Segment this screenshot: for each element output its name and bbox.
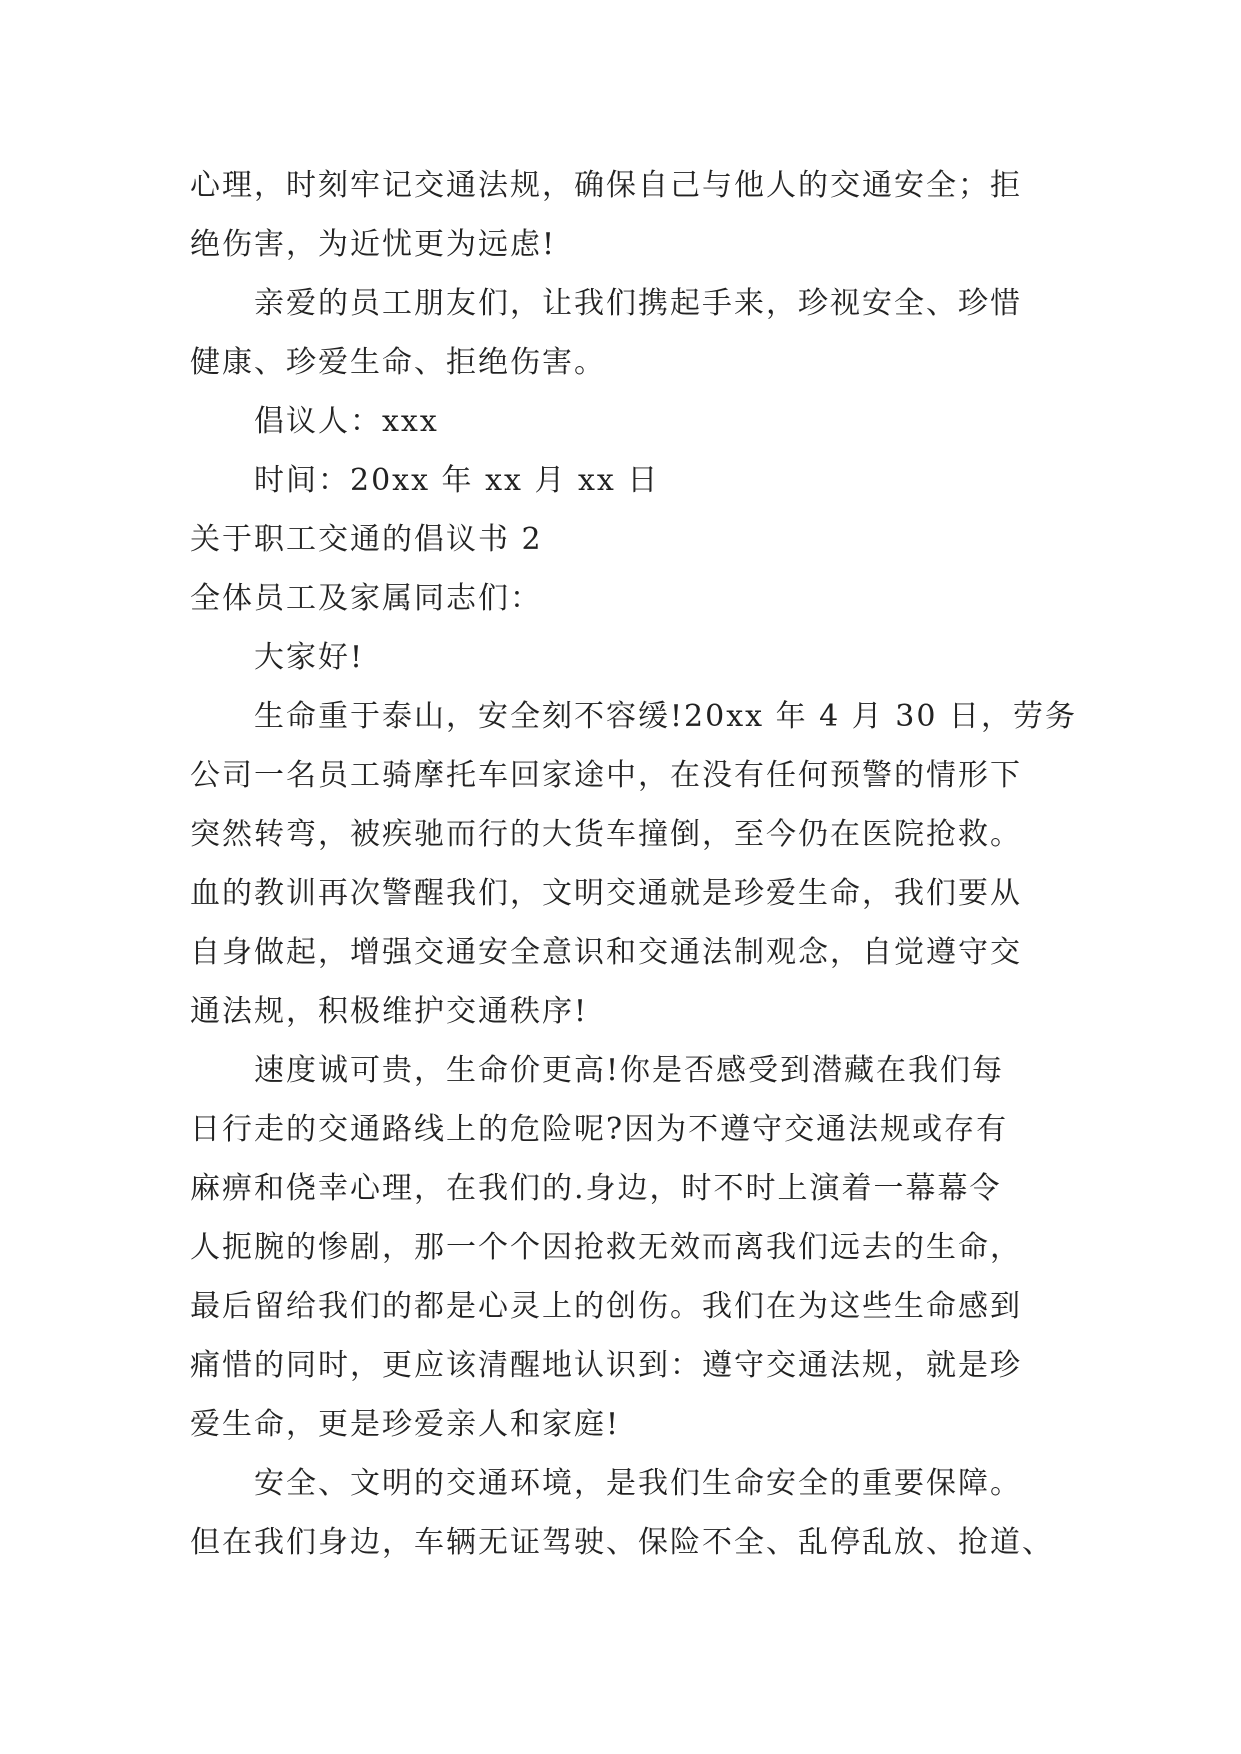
text-line: 公司一名员工骑摩托车回家途中，在没有任何预警的情形下 [190,758,1022,793]
text-line: 生命重于泰山，安全刻不容缓!20xx 年 4 月 30 日，劳务 [254,699,1078,734]
salutation: 全体员工及家属同志们： [190,581,542,616]
text-line: 健康、珍爱生命、拒绝伤害。 [190,345,606,380]
text-line: 绝伤害，为近忧更为远虑! [190,227,557,262]
text-line: 但在我们身边，车辆无证驾驶、保险不全、乱停乱放、抢道、 [190,1525,1054,1560]
text-line: 最后留给我们的都是心灵上的创伤。我们在为这些生命感到 [190,1289,1022,1324]
initiator-line: 倡议人：xxx [254,404,439,439]
text-line: 突然转弯，被疾驰而行的大货车撞倒，至今仍在医院抢救。 [190,817,1022,852]
text-line: 痛惜的同时，更应该清醒地认识到：遵守交通法规，就是珍 [190,1348,1022,1383]
text-line: 通法规，积极维护交通秩序! [190,994,589,1029]
document-body [190,156,1078,1572]
text-line: 爱生命，更是珍爱亲人和家庭! [190,1407,621,1442]
text-line: 心理，时刻牢记交通法规，确保自己与他人的交通安全；拒 [190,168,1022,203]
date-line: 时间：20xx 年 xx 月 xx 日 [254,463,660,498]
text-line: 自身做起，增强交通安全意识和交通法制观念，自觉遵守交 [190,935,1022,970]
text-line: 麻痹和侥幸心理，在我们的.身边，时不时上演着一幕幕令 [190,1171,1002,1206]
greeting: 大家好! [254,640,365,675]
text-line: 速度诚可贵，生命价更高!你是否感受到潜藏在我们每 [254,1053,1005,1088]
text-line: 血的教训再次警醒我们，文明交通就是珍爱生命，我们要从 [190,876,1022,911]
text-line: 日行走的交通路线上的危险呢?因为不遵守交通法规或存有 [190,1112,1009,1147]
section-title: 关于职工交通的倡议书 2 [190,522,543,557]
text-line: 安全、文明的交通环境，是我们生命安全的重要保障。 [254,1466,1022,1501]
text-line: 人扼腕的惨剧，那一个个因抢救无效而离我们远去的生命， [190,1230,1022,1265]
text-line: 亲爱的员工朋友们，让我们携起手来，珍视安全、珍惜 [254,286,1022,321]
